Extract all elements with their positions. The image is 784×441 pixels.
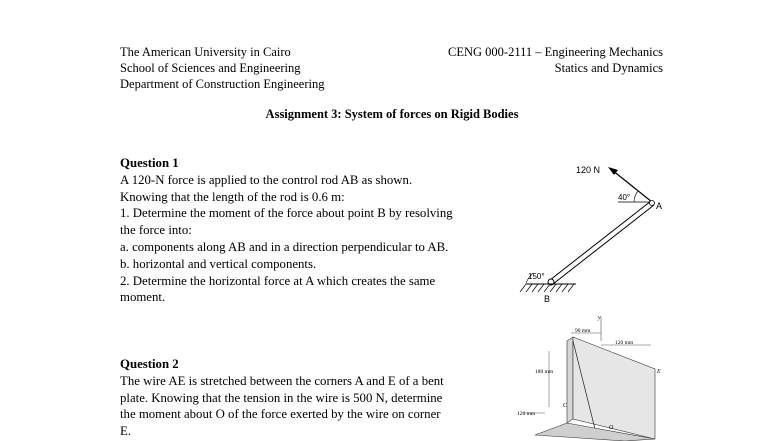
angle-top-label: 40°: [618, 193, 631, 202]
dim-90-label: 90 mm: [575, 328, 591, 334]
ground-hatching: [520, 284, 574, 292]
school-name: School of Sciences and Engineering: [120, 61, 301, 75]
label-o: O: [609, 425, 614, 431]
question-1-line: b. horizontal and vertical components.: [120, 256, 317, 271]
header-right: [448, 44, 663, 76]
angle-arc-top: [634, 191, 638, 202]
question-2-line: E.: [120, 424, 132, 439]
question-2: [120, 356, 444, 440]
label-e: E: [657, 369, 661, 375]
question-1-line: 2. Determine the horizontal force at A which creates the same: [120, 273, 436, 288]
question-1-line: Knowing that the length of the rod is 0.6 m:: [120, 189, 345, 204]
question-1-line: A 120-N force is applied to the control rod AB as shown.: [120, 172, 413, 187]
point-b-label: B: [544, 294, 551, 304]
angle-base-label: 150°: [528, 272, 545, 281]
question-1-heading: Question 1: [120, 156, 179, 170]
vertical-plate: [573, 337, 655, 439]
pin-a: [650, 201, 655, 206]
dim-180-label: 180 mm: [535, 369, 554, 375]
question-1-line: a. components along AB and in a direction perpendicular to AB.: [120, 239, 449, 254]
header-left: [120, 44, 324, 92]
question-2-heading: Question 2: [120, 357, 179, 371]
rod-edge-upper: [550, 201, 651, 280]
dim-120-top-label: 120 mm: [615, 340, 634, 346]
question-2-line: The wire AE is stretched between the corners A and E of a bent: [120, 373, 444, 388]
rod-edge-lower: [553, 205, 654, 284]
question-1: [120, 155, 453, 306]
force-label: 120 N: [576, 165, 601, 175]
page-title: Assignment 3: System of forces on Rigid Bodies: [265, 107, 519, 121]
question-1-line: 1. Determine the moment of the force about point B by resolving: [120, 206, 453, 221]
course-code: CENG 000-2111 – Engineering Mechanics: [448, 45, 663, 59]
point-a-label: A: [656, 201, 663, 211]
course-subtitle: Statics and Dynamics: [554, 61, 663, 75]
question-2-line: the moment about O of the force exerted by the wire on corner: [120, 407, 441, 422]
bent-plate-figure: [505, 311, 670, 441]
plate-edge: [567, 337, 573, 423]
question-1-line: the force into:: [120, 223, 192, 238]
university-name: The American University in Cairo: [120, 45, 291, 59]
control-rod-figure: [510, 158, 670, 308]
question-2-line: plate. Knowing that the tension in the wire is 500 N, determine: [120, 390, 443, 405]
department-name: Department of Construction Engineering: [120, 77, 325, 91]
y-axis-label: y: [598, 315, 601, 321]
label-c: C: [563, 403, 568, 409]
dim-120-left-label: 120 mm: [517, 411, 536, 417]
question-1-line: moment.: [120, 290, 166, 305]
